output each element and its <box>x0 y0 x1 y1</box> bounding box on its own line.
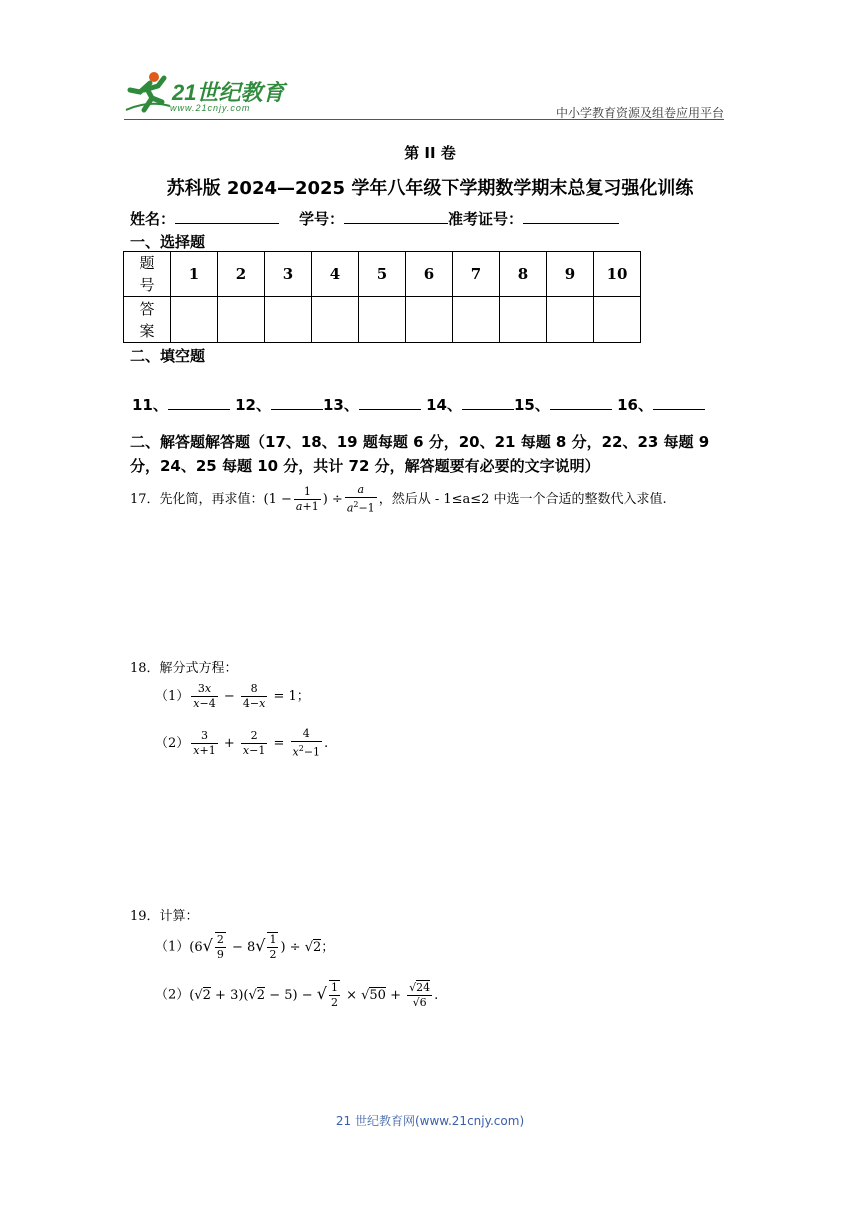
question-19-part1 <box>155 932 334 962</box>
section-fill-heading: 二、填空题 <box>130 347 206 365</box>
question-number-header: 题 号 <box>124 252 171 297</box>
fill-blank-12[interactable] <box>271 395 323 410</box>
answer-cell[interactable] <box>265 297 312 343</box>
q18-part1-label: （1） <box>155 689 190 704</box>
table-cell: 2 <box>218 252 265 297</box>
table-cell: 8 <box>500 252 547 297</box>
q19-part1-label: （1） <box>155 939 190 955</box>
q17-suffix: ，然后从 - 1≤a≤2 中选一个合适的整数代入求值. <box>378 491 667 507</box>
id-blank[interactable] <box>344 209 448 224</box>
section-choice-heading: 一、选择题 <box>130 233 206 251</box>
table-cell: 5 <box>359 252 406 297</box>
table-cell: 9 <box>547 252 594 297</box>
answer-cell[interactable] <box>406 297 453 343</box>
fill-label-14: 14、 <box>426 396 462 414</box>
q19-expr2: (√2 + 3)(√2 − 5) − √ $\frac{1}{2}$ × √50 + $\frac{√24}{√6}$ . <box>189 980 439 1009</box>
q19-expr1: (6√ $\frac{2}{9}$ − 8√ $\frac{1}{2}$ ) ÷ √2； <box>189 933 335 961</box>
question-18-part2 <box>155 727 328 760</box>
fill-blank-11[interactable] <box>168 395 230 410</box>
q17-prefix: 17．先化简，再求值： <box>130 491 264 507</box>
fill-blank-line <box>132 394 705 415</box>
fill-label-12: 12、 <box>235 396 271 414</box>
answer-cell[interactable] <box>171 297 218 343</box>
fill-blank-16[interactable] <box>653 395 705 410</box>
site-logo <box>124 70 294 118</box>
logo-text: 21世纪教育 <box>172 80 285 105</box>
answer-cell[interactable] <box>453 297 500 343</box>
question-18-part1 <box>155 682 310 711</box>
runner-logo-icon <box>124 70 172 114</box>
fill-label-11: 11、 <box>132 396 168 414</box>
fill-blank-13[interactable] <box>359 395 421 410</box>
page-title: 苏科版 2024—2025 学年八年级下学期数学期末总复习强化训练 <box>166 178 694 199</box>
answer-header: 答 案 <box>124 297 171 343</box>
question-19-title: 19．计算： <box>130 909 199 924</box>
table-cell: 1 <box>171 252 218 297</box>
student-info <box>130 208 619 229</box>
q18-part2-label: （2） <box>155 735 190 751</box>
answer-cell[interactable] <box>312 297 359 343</box>
name-label: 姓名： <box>130 210 176 228</box>
table-cell: 6 <box>406 252 453 297</box>
fill-blank-15[interactable] <box>550 395 612 410</box>
exam-label: 准考证号： <box>448 210 524 228</box>
table-cell: 7 <box>453 252 500 297</box>
q19-part2-label: （2） <box>155 987 190 1003</box>
fill-blank-14[interactable] <box>462 395 514 410</box>
answer-cell[interactable] <box>547 297 594 343</box>
answer-table <box>123 251 641 343</box>
logo-url: www.21cnjy.com <box>170 103 251 113</box>
answer-row <box>124 297 641 343</box>
answer-cell[interactable] <box>500 297 547 343</box>
table-cell: 4 <box>312 252 359 297</box>
platform-name: 中小学教育资源及组卷应用平台 <box>555 106 724 120</box>
question-number-row <box>124 252 641 297</box>
fill-label-13: 13、 <box>322 396 359 414</box>
fill-label-15: 15、 <box>513 396 550 414</box>
question-18-title: 18．解分式方程： <box>130 661 238 676</box>
volume-label: 第 II 卷 <box>404 144 456 162</box>
q18-eq1: $\frac{3x}{x-4}$ − $\frac{8}{4-x}$ = 1； <box>193 682 310 710</box>
fill-label-16: 16、 <box>617 396 653 414</box>
section-solve-line1: 二、解答题解答题（17、18、19 题每题 6 分，20、21 每题 8 分，22、23 每题 9 <box>130 433 710 451</box>
header-divider <box>124 119 724 120</box>
table-cell: 10 <box>594 252 641 297</box>
table-cell: 3 <box>265 252 312 297</box>
section-solve-line2: 分，24、25 每题 10 分，共计 72 分，解答题要有必要的文字说明） <box>130 457 600 475</box>
answer-cell[interactable] <box>359 297 406 343</box>
id-label: 学号： <box>299 210 345 228</box>
answer-cell[interactable] <box>594 297 641 343</box>
q17-expression: (1 − $\frac{1}{a+1}$ ) ÷ $\frac{a}{a^2-1}$ <box>263 483 375 515</box>
name-blank[interactable] <box>175 209 279 224</box>
page-footer[interactable]: 21 世纪教育网(www.21cnjy.com) <box>335 1114 525 1128</box>
question-17 <box>130 483 667 516</box>
exam-blank[interactable] <box>523 209 619 224</box>
q18-eq2: $\frac{3}{x+1}$ + $\frac{2}{x-1}$ = $\frac{4}{x^2-1}$ . <box>193 727 329 759</box>
question-19-part2 <box>155 980 438 1010</box>
answer-cell[interactable] <box>218 297 265 343</box>
